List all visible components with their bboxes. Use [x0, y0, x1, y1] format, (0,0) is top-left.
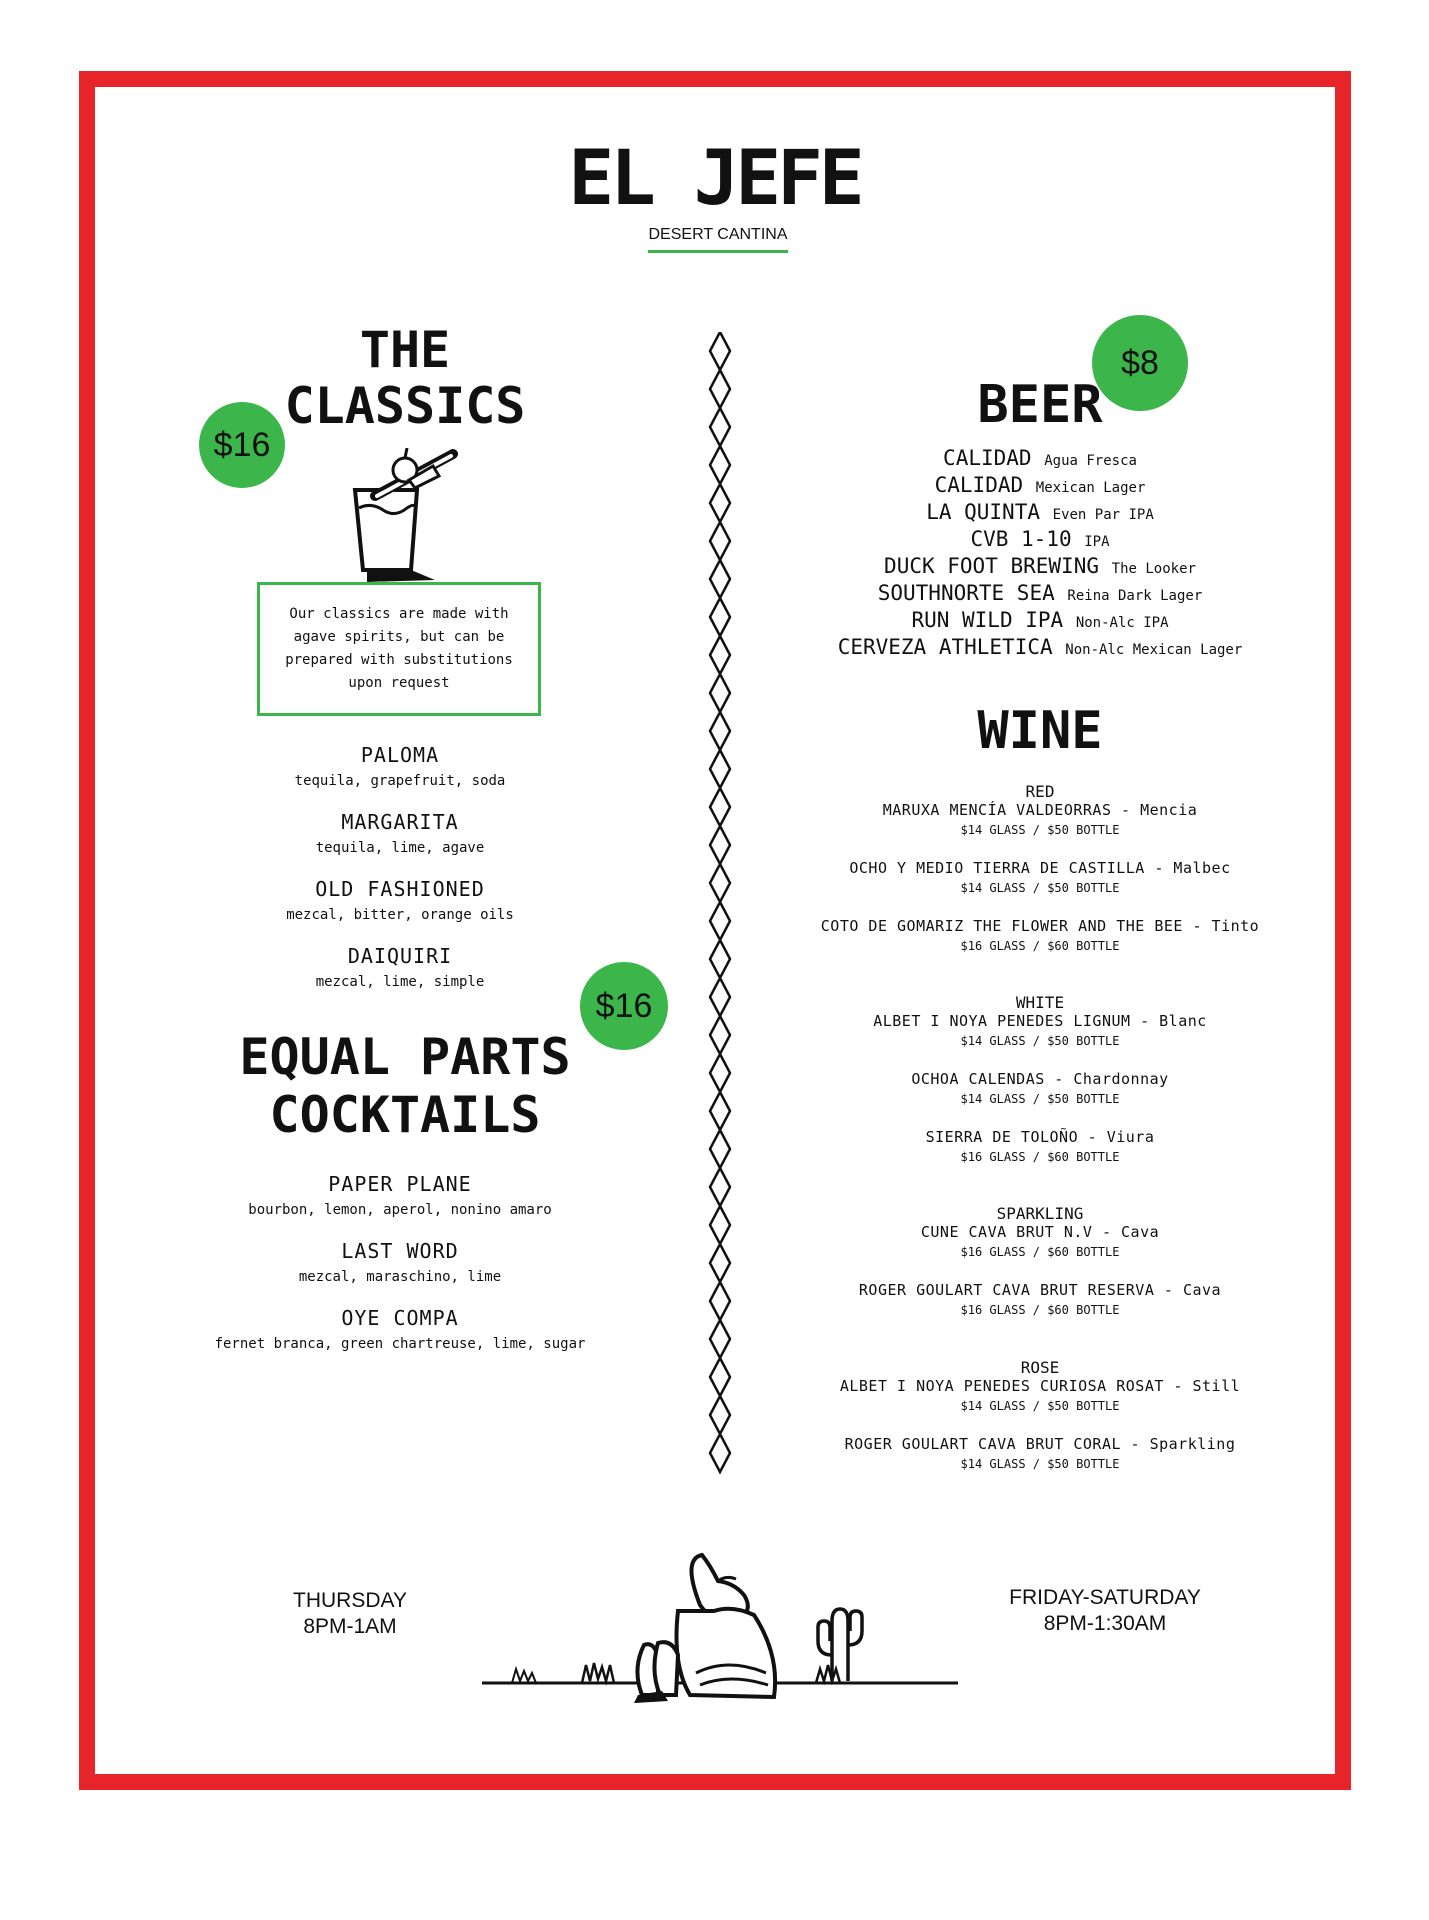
wine-item — [780, 1128, 1300, 1186]
equal-parts-item — [160, 1172, 640, 1239]
beer-name: DUCK FOOT BREWING — [884, 554, 1099, 578]
item-name: OLD FASHIONED — [315, 877, 485, 901]
wine-title: WINE — [977, 701, 1103, 761]
wine-item — [780, 917, 1300, 975]
equal-parts-title-line1: EQUAL PARTS — [239, 1028, 571, 1086]
classics-note: Our classics are made with agave spirits, but can be prepared with substitutions upon request — [257, 582, 541, 716]
beer-item — [780, 527, 1300, 554]
item-desc: fernet branca, green chartreuse, lime, sugar — [214, 1336, 586, 1352]
wine-item — [780, 1223, 1300, 1281]
wine-category: RED — [1025, 782, 1055, 801]
beer-name: RUN WILD IPA — [911, 608, 1064, 632]
item-desc: bourbon, lemon, aperol, nonino amaro — [248, 1202, 552, 1218]
wine-name: OCHO Y MEDIO TIERRA DE CASTILLA - Malbec — [849, 859, 1231, 877]
wine-price: $14 GLASS / $50 BOTTLE — [960, 823, 1120, 837]
beer-item — [780, 554, 1300, 581]
classics-title-line2: CLASSICS — [284, 377, 526, 435]
classics-item — [200, 944, 600, 1011]
classics-item — [200, 743, 600, 810]
hours-time: 8PM-1:30AM — [1043, 1612, 1167, 1635]
wine-section-rose — [780, 1358, 1300, 1512]
equal-parts-item — [160, 1306, 640, 1373]
wine-name: CUNE CAVA BRUT N.V - Cava — [920, 1223, 1160, 1241]
item-name: DAIQUIRI — [347, 944, 453, 968]
wine-item — [780, 1435, 1300, 1493]
beer-name: CALIDAD — [934, 473, 1024, 497]
wine-item — [780, 1377, 1300, 1435]
wine-category: SPARKLING — [996, 1204, 1084, 1223]
beer-style: Mexican Lager — [1035, 480, 1146, 496]
diamond-chain-divider — [708, 332, 732, 1482]
beer-title: BEER — [977, 375, 1103, 435]
wine-price: $14 GLASS / $50 BOTTLE — [960, 881, 1120, 895]
beer-style: Non-Alc Mexican Lager — [1065, 642, 1243, 658]
item-name: PAPER PLANE — [328, 1172, 472, 1196]
beer-item — [780, 608, 1300, 635]
item-desc: mezcal, lime, simple — [315, 974, 485, 990]
wine-price: $16 GLASS / $60 BOTTLE — [960, 1303, 1120, 1317]
beer-style: The Looker — [1111, 561, 1196, 577]
wine-item — [780, 801, 1300, 859]
beer-style: Even Par IPA — [1052, 507, 1154, 523]
wine-price: $14 GLASS / $50 BOTTLE — [960, 1092, 1120, 1106]
wine-section-white — [780, 993, 1300, 1204]
item-desc: tequila, lime, agave — [315, 840, 485, 856]
hours-time: 8PM-1AM — [303, 1615, 397, 1638]
item-name: OYE COMPA — [341, 1306, 459, 1330]
equal-parts-list — [160, 1172, 640, 1373]
wine-price: $16 GLASS / $60 BOTTLE — [960, 939, 1120, 953]
hours-day: FRIDAY-SATURDAY — [1009, 1586, 1201, 1609]
sleeping-man-cactus-illustration — [482, 1545, 958, 1725]
wine-price: $14 GLASS / $50 BOTTLE — [960, 1399, 1120, 1413]
beer-name: CVB 1-10 — [970, 527, 1072, 551]
classics-price-badge: $16 — [199, 402, 285, 488]
beer-name: CERVEZA ATHLETICA — [837, 635, 1053, 659]
wine-item — [780, 1012, 1300, 1070]
beer-name: CALIDAD — [943, 446, 1032, 470]
item-desc: mezcal, maraschino, lime — [298, 1269, 502, 1285]
wine-item — [780, 859, 1300, 917]
item-desc: mezcal, bitter, orange oils — [286, 907, 514, 923]
wine-price: $16 GLASS / $60 BOTTLE — [960, 1150, 1120, 1164]
beer-list — [780, 446, 1300, 662]
beer-name: LA QUINTA — [926, 500, 1040, 524]
hours-thursday — [250, 1588, 450, 1640]
wine-name: SIERRA DE TOLOÑO - Viura — [925, 1128, 1155, 1146]
wine-name: ALBET I NOYA PENEDES LIGNUM - Blanc — [873, 1012, 1207, 1030]
beer-style: Agua Fresca — [1044, 453, 1137, 469]
wine-item — [780, 1070, 1300, 1128]
item-name: LAST WORD — [341, 1239, 459, 1263]
wine-section-sparkling — [780, 1204, 1300, 1358]
beer-item — [780, 581, 1300, 608]
wine-name: OCHOA CALENDAS - Chardonnay — [911, 1070, 1169, 1088]
wine-name: ROGER GOULART CAVA BRUT RESERVA - Cava — [858, 1281, 1222, 1299]
item-name: MARGARITA — [341, 810, 459, 834]
wine-name: COTO DE GOMARIZ THE FLOWER AND THE BEE - Tinto — [820, 917, 1260, 935]
beer-name: SOUTHNORTE SEA — [877, 581, 1055, 605]
item-desc: tequila, grapefruit, soda — [294, 773, 506, 789]
wine-name: MARUXA MENCÍA VALDEORRAS - Mencia — [882, 801, 1198, 819]
beer-item — [780, 473, 1300, 500]
wine-price: $14 GLASS / $50 BOTTLE — [960, 1457, 1120, 1471]
cocktail-glass-icon — [335, 448, 465, 588]
beer-item — [780, 635, 1300, 662]
wine-section-red — [780, 782, 1300, 993]
wine-list — [780, 782, 1300, 1512]
beer-item — [780, 500, 1300, 527]
wine-category: ROSE — [1020, 1358, 1060, 1377]
classics-item — [200, 810, 600, 877]
wine-price: $16 GLASS / $60 BOTTLE — [960, 1245, 1120, 1259]
classics-list — [200, 743, 600, 1011]
wine-category: WHITE — [1015, 993, 1065, 1012]
item-name: PALOMA — [360, 743, 440, 767]
wine-item — [780, 1281, 1300, 1339]
hours-day: THURSDAY — [293, 1589, 407, 1612]
equal-parts-price-badge: $16 — [580, 962, 668, 1050]
beer-style: Non-Alc IPA — [1075, 615, 1169, 631]
wine-price: $14 GLASS / $50 BOTTLE — [960, 1034, 1120, 1048]
equal-parts-item — [160, 1239, 640, 1306]
brand-logo: EL JEFE — [568, 133, 861, 222]
brand-tagline: DESERT CANTINA — [648, 226, 788, 253]
beer-style: Reina Dark Lager — [1067, 588, 1203, 604]
hours-weekend — [960, 1585, 1250, 1637]
beer-price-badge: $8 — [1092, 315, 1188, 411]
beer-style: IPA — [1084, 534, 1110, 550]
equal-parts-title — [180, 1028, 630, 1144]
beer-item — [780, 446, 1300, 473]
wine-name: ROGER GOULART CAVA BRUT CORAL - Sparkling — [844, 1435, 1236, 1453]
equal-parts-title-line2: COCKTAILS — [269, 1086, 541, 1144]
classics-title-line1: THE — [359, 321, 451, 379]
classics-item — [200, 877, 600, 944]
wine-name: ALBET I NOYA PENEDES CURIOSA ROSAT - Still — [839, 1377, 1241, 1395]
